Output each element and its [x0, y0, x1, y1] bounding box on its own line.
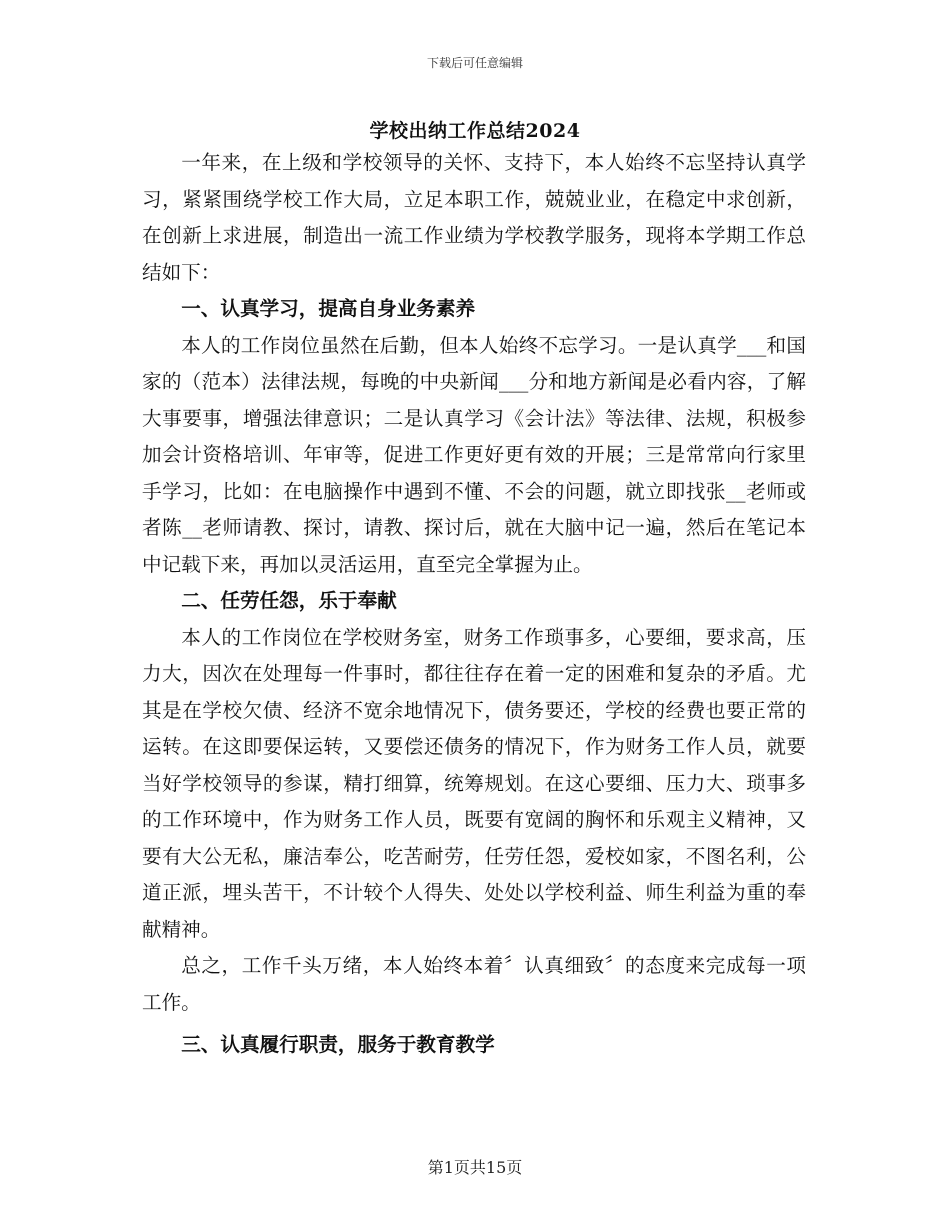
intro-paragraph: 一年来，在上级和学校领导的关怀、支持下，本人始终不忘坚持认真学习，紧紧围绕学校工作大局，立足本职工作，兢兢业业，在稳定中求创新，在创新上求进展，制造出一流工作业绩为学校教学服务，现将本学期工作总结如下： — [142, 151, 806, 284]
document-title: 学校出纳工作总结2024 — [369, 120, 581, 142]
section-heading-3: 三、认真履行职责，服务于教育教学 — [181, 1033, 495, 1056]
section-2-paragraph: 本人的工作岗位在学校财务室，财务工作琐事多，心要细，要求高，压力大，因次在处理每一件事时，都往往存在着一定的困难和复杂的矛盾。尤其是在学校欠债、经济不宽余地情况下，债务要还，学校的经费也要正常的运转。在这即要保运转，又要偿还债务的情况下，作为财务工作人员，就要当好学校领导的参谋，精打细算，统筹规划。在这心要细、压力大、琐事多的工作环境中，作为财务工作人员，既要有宽阔的胸怀和乐观主义精神，又要有大公无私，廉洁奉公，吃苦耐劳，任劳任怨，爱校如家，不图名利，公道正派，埋头苦干，不计较个人得失、处处以学校利益、师生利益为重的奉献精神。 — [142, 625, 806, 941]
section-heading-2: 二、任劳任怨，乐于奉献 — [181, 589, 397, 612]
section-heading-1: 一、认真学习，提高自身业务素养 — [181, 297, 476, 320]
section-1-paragraph: 本人的工作岗位虽然在后勤，但本人始终不忘学习。一是认真学___和国家的（范本）法律法规，每晚的中央新闻___分和地方新闻是必看内容，了解大事要事，增强法律意识；二是认真学习《会计法》等法律、法规，积极参加会计资格培训、年审等，促进工作更好更有效的开展；三是常常向行家里手学习，比如：在电脑操作中遇到不懂、不会的问题，就立即找张__老师或者陈__老师请教、探讨，请教、探讨后，就在大脑中记一遍，然后在笔记本中记载下来，再加以灵活运用，直至完全掌握为止。 — [142, 333, 806, 576]
header-note: 下载后可任意编辑 — [426, 56, 523, 70]
page-number: 第1页共15页 — [427, 1158, 523, 1177]
document-body — [142, 145, 806, 1064]
summary-paragraph: 总之，工作千头万绪，本人始终本着〞认真细致〞的态度来完成每一项工作。 — [142, 954, 806, 1014]
